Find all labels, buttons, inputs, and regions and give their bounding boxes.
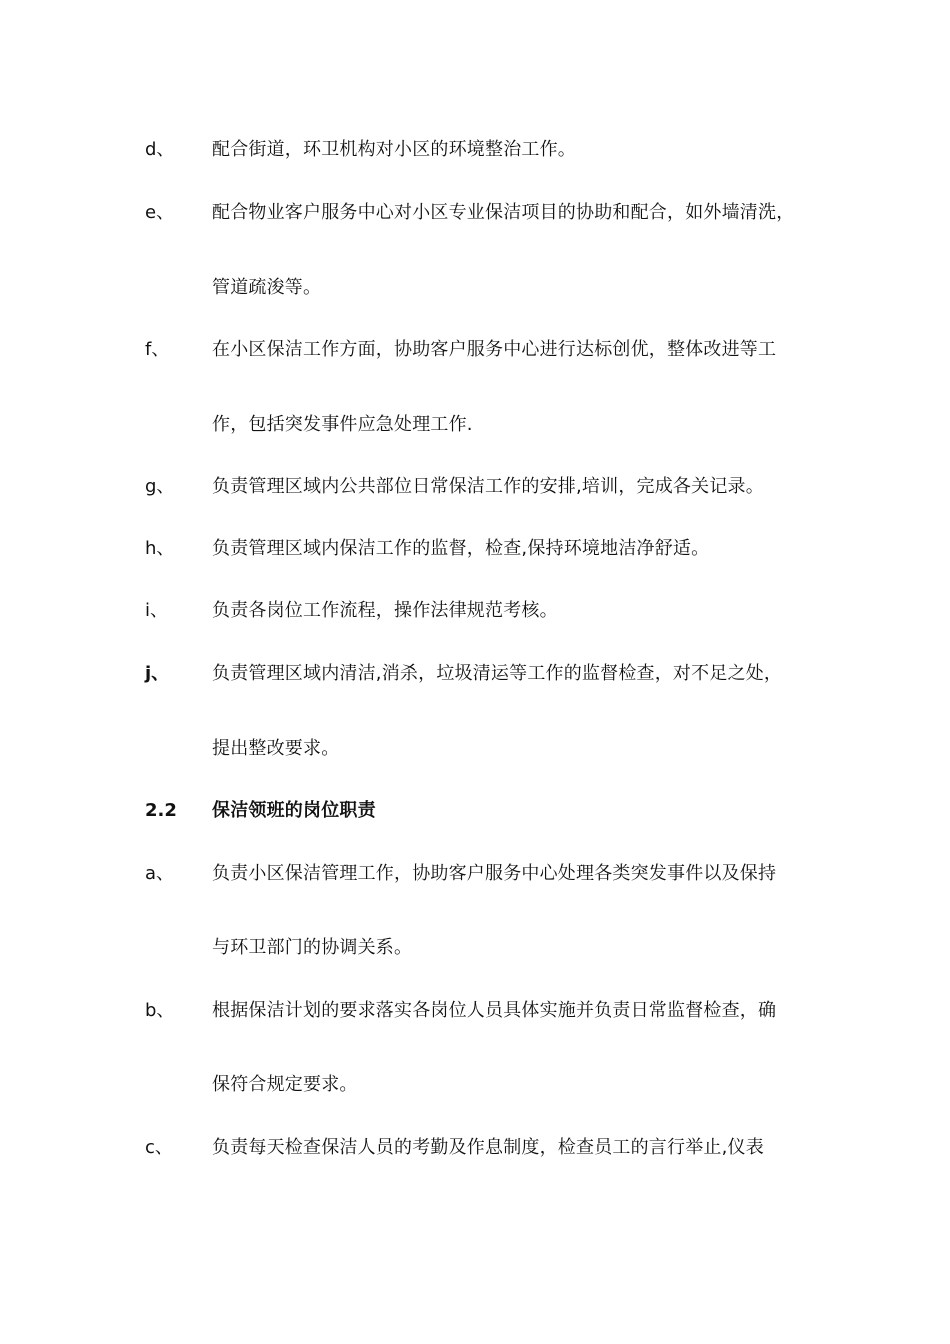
list-marker: i、 xyxy=(145,600,169,621)
list-item-e xyxy=(0,198,950,228)
list-item-i xyxy=(0,596,950,626)
list-marker: g、 xyxy=(145,476,175,497)
section-heading xyxy=(0,796,950,826)
section-title: 保洁领班的岗位职责 xyxy=(212,800,376,821)
list-item-text: 与环卫部门的协调关系。 xyxy=(212,937,413,958)
list-marker: d、 xyxy=(145,139,175,160)
list-item-text: 负责小区保洁管理工作，协助客户服务中心处理各类突发事件以及保持 xyxy=(212,863,777,884)
list-item-f xyxy=(0,335,950,365)
list-marker: b、 xyxy=(145,1000,175,1021)
list-item-text: 配合物业客户服务中心对小区专业保洁项目的协助和配合，如外墙清洗， xyxy=(212,202,795,223)
list-item-text: 负责管理区域内清洁,消杀，垃圾清运等工作的监督检查，对不足之处， xyxy=(212,663,783,684)
list-item-c xyxy=(0,1133,950,1163)
list-item-text: 负责管理区域内公共部位日常保洁工作的安排,培训，完成各关记录。 xyxy=(212,476,764,497)
list-item-text: 管道疏浚等。 xyxy=(212,277,322,298)
list-item-text: 根据保洁计划的要求落实各岗位人员具体实施并负责日常监督检查，确 xyxy=(212,1000,777,1021)
list-item-text: 负责每天检查保洁人员的考勤及作息制度，检查员工的言行举止,仪表 xyxy=(212,1137,764,1158)
list-item-text: 负责各岗位工作流程，操作法律规范考核。 xyxy=(212,600,558,621)
list-item-text: 保符合规定要求。 xyxy=(212,1074,358,1095)
list-item-text: 配合街道，环卫机构对小区的环境整治工作。 xyxy=(212,139,576,160)
list-item-h xyxy=(0,534,950,564)
list-item-text: 在小区保洁工作方面，协助客户服务中心进行达标创优，整体改进等工 xyxy=(212,339,777,360)
list-item-text: 提出整改要求。 xyxy=(212,738,340,759)
list-marker: j、 xyxy=(145,663,170,684)
list-item-a xyxy=(0,859,950,889)
list-item-text: 作，包括突发事件应急处理工作. xyxy=(212,414,473,435)
section-number: 2.2 xyxy=(145,800,177,821)
list-item-b xyxy=(0,996,950,1026)
list-item-f-continuation xyxy=(0,410,950,440)
list-item-j xyxy=(0,659,950,689)
list-item-text: 负责管理区域内保洁工作的监督，检查,保持环境地洁净舒适。 xyxy=(212,538,710,559)
list-item-b-continuation xyxy=(0,1070,950,1100)
list-marker: c、 xyxy=(145,1137,173,1158)
list-item-a-continuation xyxy=(0,933,950,963)
list-item-e-continuation xyxy=(0,273,950,303)
list-marker: h、 xyxy=(145,538,175,559)
list-item-j-continuation xyxy=(0,734,950,764)
list-item-g xyxy=(0,472,950,502)
list-item-d xyxy=(0,135,950,165)
list-marker: f、 xyxy=(145,339,170,360)
list-marker: a、 xyxy=(145,863,175,884)
list-marker: e、 xyxy=(145,202,175,223)
